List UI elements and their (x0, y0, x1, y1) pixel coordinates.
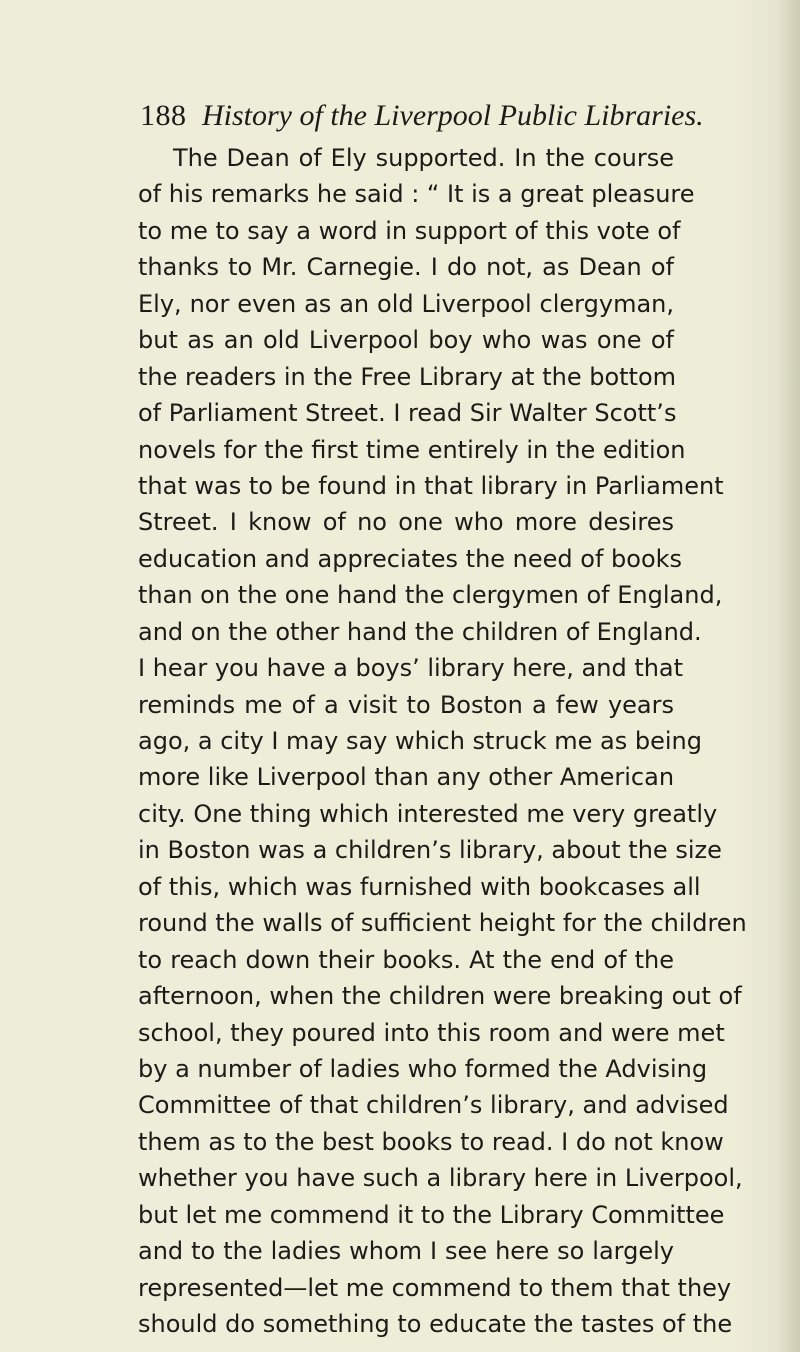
text-line: reminds me of a visit to Boston a few years (138, 690, 674, 719)
running-title: History of the Liverpool Public Libraries. (202, 99, 704, 132)
text-line: in Boston was a children’s library, about the size (138, 836, 722, 865)
text-line: the readers in the Free Library at the bottom (138, 362, 677, 391)
text-line: than on the one hand the clergymen of England, (138, 581, 723, 610)
text-line: I hear you have a boys’ library here, and that (138, 654, 684, 683)
page-edge-shadow (778, 0, 800, 1352)
text-line: Committee of that children’s library, and advised (138, 1091, 729, 1120)
text-line: Street. I know of no one who more desires (138, 508, 674, 537)
page-number: 188 (140, 99, 187, 132)
text-line: whether you have such a library here in Liverpool, (138, 1164, 743, 1193)
text-line: to reach down their books. At the end of the (138, 945, 674, 974)
text-line: ago, a city I may say which struck me as being (138, 727, 702, 755)
text-line: of Parliament Street. I read Sir Walter Scott’s (138, 399, 677, 428)
text-line: and on the other hand the children of England. (138, 617, 702, 646)
text-line: them as to the best books to read. I do not know (138, 1127, 724, 1156)
text-line: but let me commend it to the Library Committee (138, 1200, 725, 1229)
text-line: of this, which was furnished with bookcases all (138, 872, 701, 901)
text-line: thanks to Mr. Carnegie. I do not, as Dean of (138, 253, 674, 282)
text-line: The Dean of Ely supported. In the course (173, 144, 674, 172)
text-line: round the walls of sufficient height for the children (138, 909, 747, 938)
text-line: but as an old Liverpool boy who was one of (138, 326, 674, 355)
running-head (140, 96, 704, 136)
text-line: that was to be found in that library in Parliament (138, 471, 724, 500)
text-line: education and appreciates the need of books (138, 544, 683, 573)
text-line: city. One thing which interested me very greatly (138, 799, 718, 828)
text-line: novels for the first time entirely in the edition (138, 435, 686, 464)
text-line: afternoon, when the children were breaking out of (138, 982, 742, 1011)
text-line: of his remarks he said : “ It is a great pleasure (138, 180, 695, 209)
text-line: represented—let me commend to them that they (138, 1273, 732, 1302)
text-line: school, they poured into this room and were met (138, 1018, 725, 1047)
text-line: and to the ladies whom I see here so largely (138, 1237, 674, 1266)
text-line: Ely, nor even as an old Liverpool clergyman, (138, 289, 674, 318)
text-line: should do something to educate the tastes of the (138, 1310, 733, 1338)
text-line: to me to say a word in support of this vote of (138, 216, 681, 245)
body-text (138, 140, 747, 1342)
text-line: more like Liverpool than any other American (138, 763, 675, 792)
text-line: by a number of ladies who formed the Advising (138, 1054, 708, 1083)
